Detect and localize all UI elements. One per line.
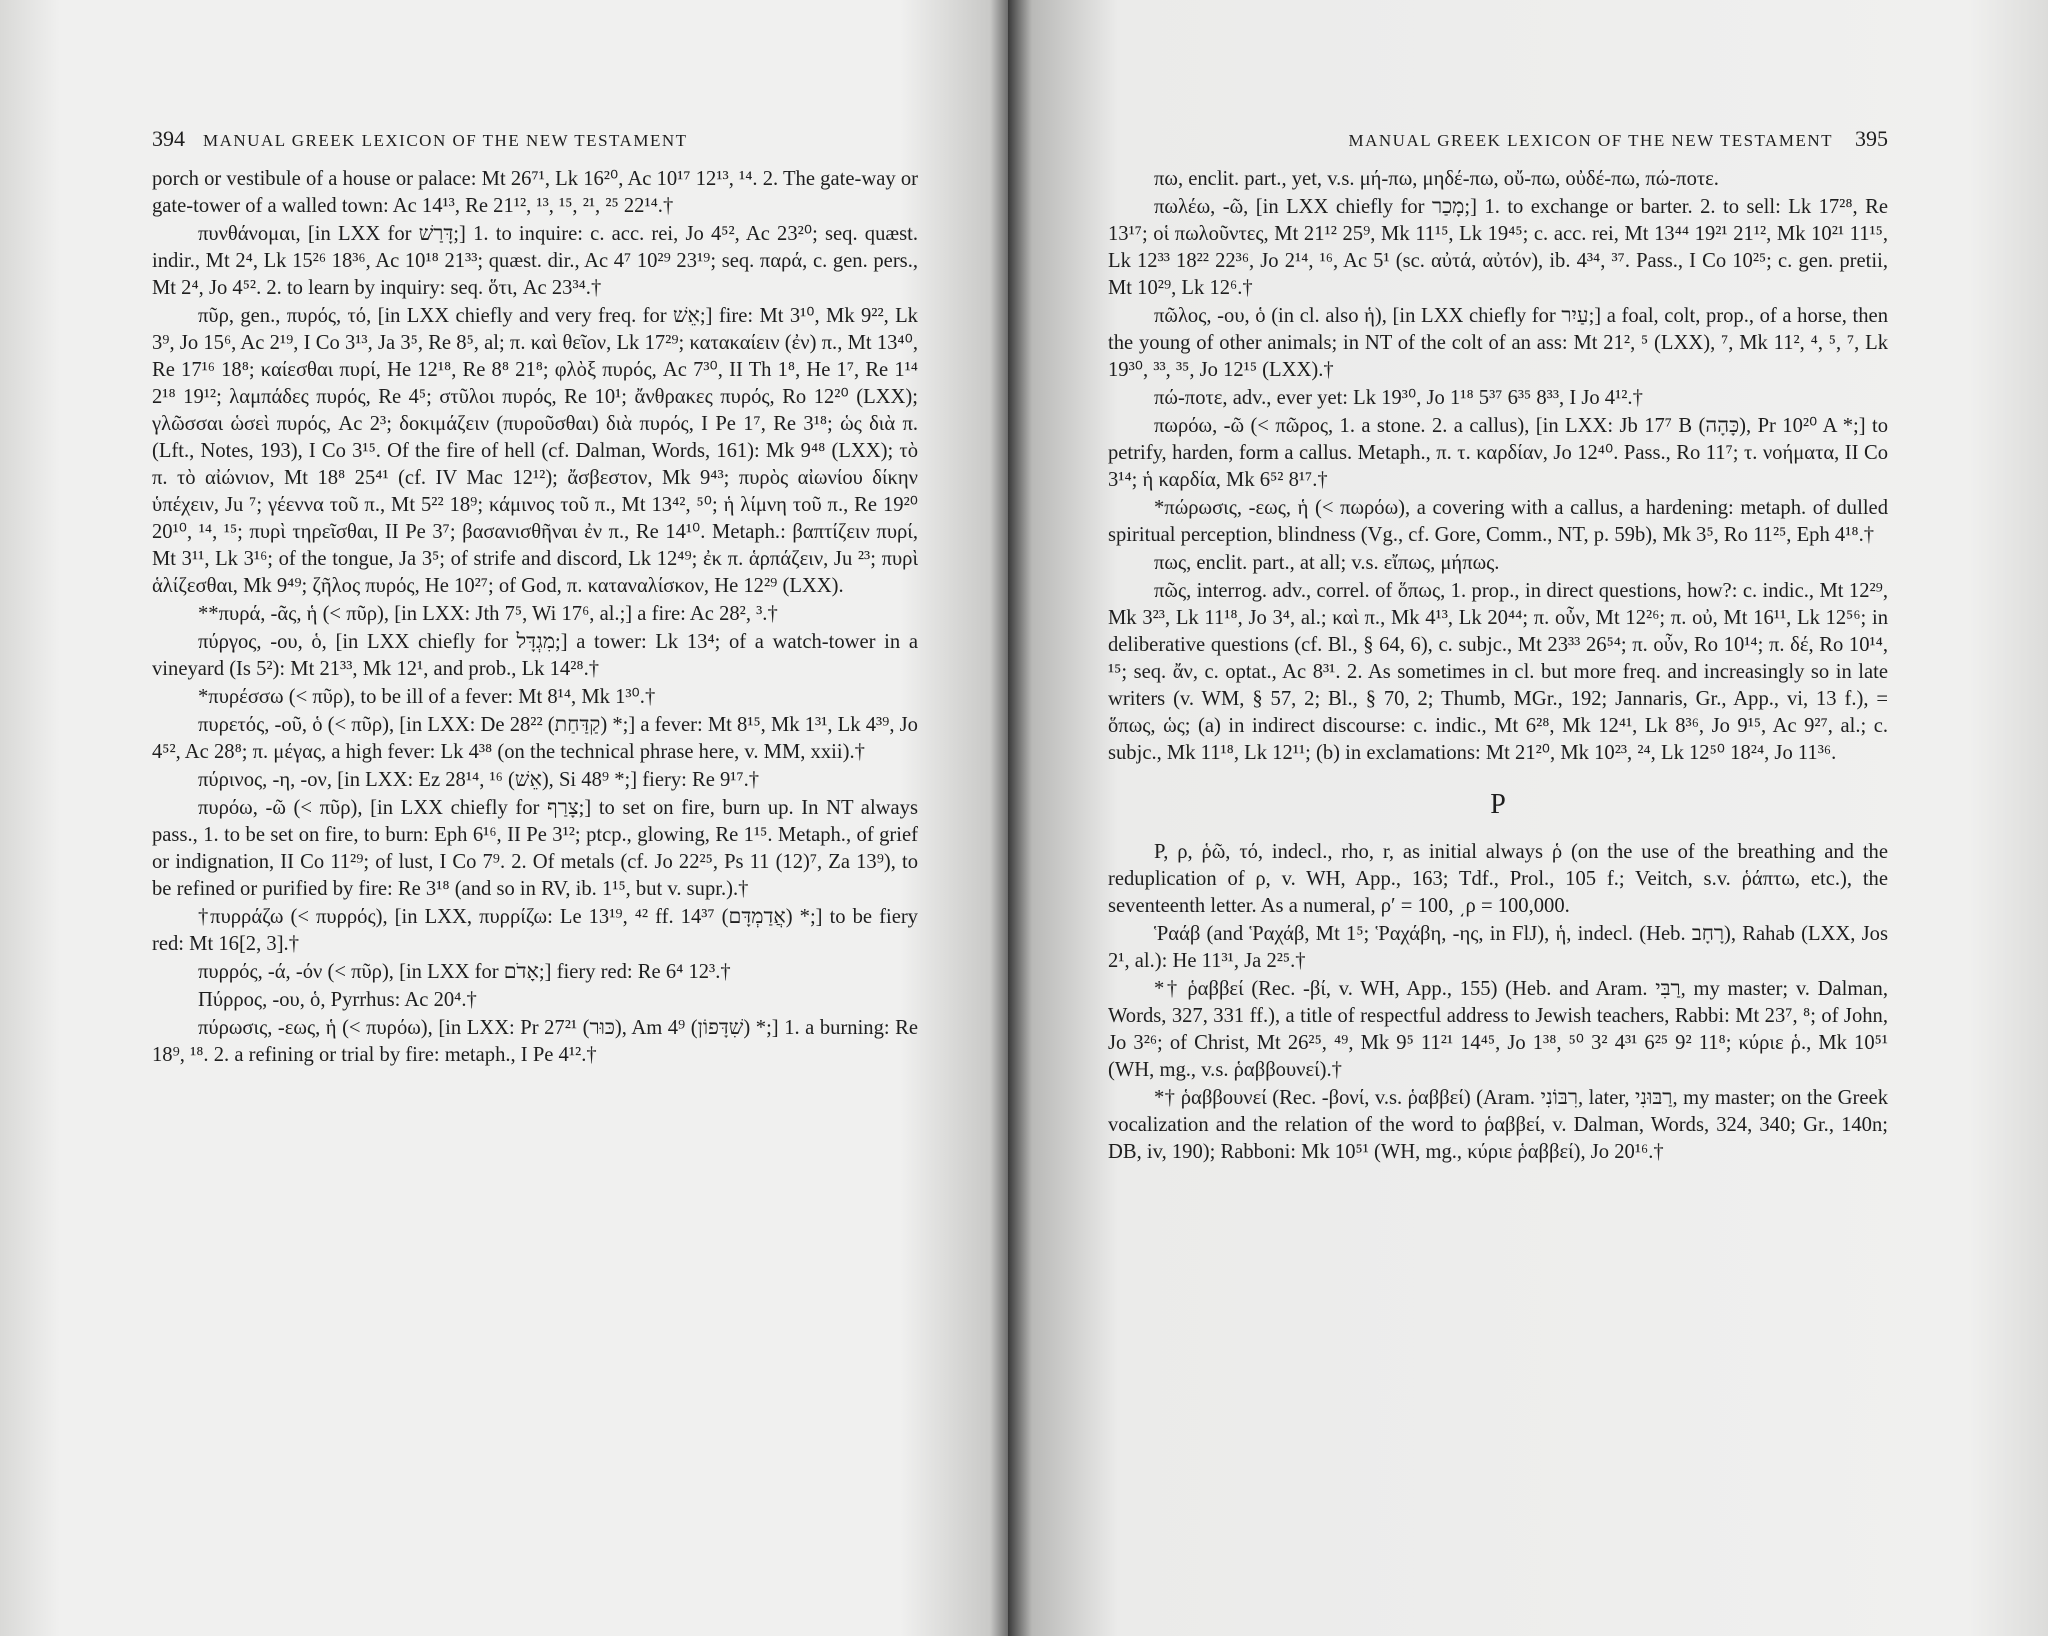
entry-puresso: *πυρέσσω (< πῦρ), to be ill of a fever: Mt 8¹⁴, Mk 1³⁰.† [198, 686, 656, 708]
entry-puroo: πυρόω, -ῶ (< πῦρ), [in LXX chiefly for צָרַף;] to set on fire, burn up. In NT always pass., 1. to be set on fire, to burn: Eph 6¹⁶, II Pe 3¹²; ptcp., glowing, Re 1¹⁵. Metaph., of grief or indignation, II Co 11²⁹; of lust, I Co 7⁹. 2. Of metals (cf. Jo 22²⁵, Ps 11 (12)⁷, Za 13⁹), to be refined or purified by fire: Re 3¹⁸ (and so in RV, ib. 1¹⁵, but v. supr.).† [152, 797, 918, 900]
entry-pos-enclitic: πως, enclit. part., at all; v.s. εἴπως, μήπως. [1154, 552, 1500, 574]
entry-punthanomai: πυνθάνομαι, [in LXX for דָּרַשׁ;] 1. to inquire: c. acc. rei, Jo 4⁵², Ac 23²⁰; seq. quæst. indir., Mt 2⁴, Lk 15²⁶ 18³⁶, Ac 10¹⁸ 21³³; quæst. dir., Ac 4⁷ 10²⁹ 23¹⁹; seq. παρά, c. gen. pers., Mt 2⁴, Jo 4⁵². 2. to learn by inquiry: seq. ὅτι, Ac 23³⁴.† [152, 223, 918, 299]
entry-polos: πῶλος, -ου, ὁ (in cl. also ἡ), [in LXX chiefly for עַיִר;] a foal, colt, prop., of a horse, then the young of other animals; in NT of the colt of an ass: Mt 21², ⁵ (LXX), ⁷, Mk 11², ⁴, ⁵, ⁷, Lk 19³⁰, ³³, ³⁵, Jo 12¹⁵ (LXX).† [1108, 305, 1888, 381]
page-number-right: 395 [1855, 126, 1888, 151]
entry-purosis: πύρωσις, -εως, ἡ (< πυρόω), [in LXX: Pr 27²¹ (כּוּר), Am 4⁹ (שִׁדָּפוֹן) *;] 1. a burning: Re 18⁹, ¹⁸. 2. a refining or trial by fire: metaph., I Pe 4¹².† [152, 1017, 919, 1066]
entry-puretos: πυρετός, -οῦ, ὁ (< πῦρ), [in LXX: De 28²² (קַדַּחַת) *;] a fever: Mt 8¹⁵, Mk 1³¹, Lk 4³⁹, Jo 4⁵², Ac 28⁸; π. μέγας, a high fever: Lk 4³⁸ (on the technical phrase here, v. MM, xxii).† [152, 714, 918, 763]
page-number-left: 394 [152, 126, 185, 151]
entry-purros: πυρρός, -ά, -όν (< πῦρ), [in LXX for אָדֹם;] fiery red: Re 6⁴ 12³.† [198, 961, 731, 983]
entry-purrazo: †πυρράζω (< πυρρός), [in LXX, πυρρίζω: Le 13¹⁹, ⁴² ff. 14³⁷ (אֲדַמְדָּם) *;] to be fiery red: Mt 16[2, 3].† [152, 906, 918, 955]
entry-popote: πώ-ποτε, adv., ever yet: Lk 19³⁰, Jo 1¹⁸ 5³⁷ 6³⁵ 8³³, I Jo 4¹².† [1154, 387, 1643, 409]
section-letter: P [1490, 789, 1506, 820]
running-head-title-left: MANUAL GREEK LEXICON OF THE NEW TESTAMENT [203, 131, 688, 150]
running-head-left [152, 126, 918, 152]
left-page [0, 0, 1008, 1636]
entry-pos-interrog: πῶς, interrog. adv., correl. of ὅπως, 1. prop., in direct questions, how?: c. indic., Mt 12²⁹, Mk 3²³, Lk 11¹⁸, Jo 3⁴, al.; καὶ π., Mk 4¹³, Lk 20⁴⁴; π. οὖν, Mt 12²⁶; π. οὐ, Mt 16¹¹, Lk 12⁵⁶; in deliberative questions (cf. Bl., § 64, 6), c. subjc., Mt 23³³ 26⁵⁴; π. οὖν, Ro 10¹⁴; π. δέ, Ro 10¹⁴, ¹⁵; seq. ἄν, c. optat., Ac 8³¹. 2. As sometimes in cl. but more freq. and increasingly so in late writers (v. WM, § 57, 2; Bl., § 70, 2; Thumb, MGr., 192; Jannaris, Gr., App., vi, 13 f.), = ὅπως, ὡς; (a) in indirect discourse: c. indic., Mt 6²⁸, Mk 12⁴¹, Lk 8³⁶, Jo 9¹⁵, Ac 9²⁷, al.; c. subjc., Mk 11¹⁸, Lk 12¹¹; (b) in exclamations: Mt 21²⁰, Mk 10²³, ²⁴, Lk 12⁵⁰ 18²⁴, Jo 11³⁶. [1108, 580, 1888, 764]
right-page [1008, 0, 2048, 1636]
entry-continuation: porch or vestibule of a house or palace: Mt 26⁷¹, Lk 16²⁰, Ac 10¹⁷ 12¹³, ¹⁴. 2. The gate-way or gate-tower of a walled town: Ac 14¹³, Re 21¹², ¹³, ¹⁵, ²¹, ²⁵ 22¹⁴.† [152, 168, 918, 217]
entry-poroo: πωρόω, -ῶ (< πῶρος, 1. a stone. 2. a callus), [in LXX: Jb 17⁷ B (כָּהָה), Pr 10²⁰ A *;] to petrify, harden, form a callus. Metaph., π. τ. καρδίαν, Jo 12⁴⁰. Pass., Ro 11⁷; τ. νοήματα, II Co 3¹⁴; ἡ καρδία, Mk 6⁵² 8¹⁷.† [1108, 415, 1888, 491]
entry-rho: Ρ, ρ, ῥῶ, τό, indecl., rho, r, as initial always ῥ (on the use of the breathing and the reduplication of ρ, v. WH, App., 163; Tdf., Prol., 105 f.; Veitch, s.v. ῥάπτω, etc.), the seventeenth letter. As a numeral, ρʹ = 100, ͵ρ = 100,000. [1108, 841, 1888, 917]
entry-poleo: πωλέω, -ῶ, [in LXX chiefly for מָכַר;] 1. to exchange or barter. 2. to sell: Lk 17²⁸, Re 13¹⁷; οἱ πωλοῦντες, Mt 21¹² 25⁹, Mk 11¹⁵, Lk 19⁴⁵; c. acc. rei, Mt 13⁴⁴ 19²¹ 21¹², Mk 10²¹ 11¹⁵, Lk 12³³ 18²² 22³⁶, Jo 2¹⁴, ¹⁶, Ac 5¹ (sc. αὐτά, αὐτόν), ib. 4³⁴, ³⁷. Pass., I Co 10²⁵; c. gen. pretii, Mt 10²⁹, Lk 12⁶.† [1108, 196, 1889, 299]
entry-rabbounei: *† ῥαββουνεί (Rec. -βονί, v.s. ῥαββεί) (Aram. רִבּוֹנִי, later, רַבּוּנִי, my master; on the Greek vocalization and the relation of the word to ῥαββεί, v. Dalman, Words, 324, 340; Gr., 140n; DB, iv, 190); Rabboni: Mk 10⁵¹ (WH, mg., κύριε ῥαββεί), Jo 20¹⁶.† [1108, 1087, 1888, 1163]
entry-purgos: πύργος, -ου, ὁ, [in LXX chiefly for מִגְדָּל;] a tower: Lk 13⁴; of a watch-tower in a vineyard (Is 5²): Mt 21³³, Mk 12¹, and prob., Lk 14²⁸.† [152, 631, 918, 680]
entry-porosis: *πώρωσις, -εως, ἡ (< πωρόω), a covering with a callus, a hardening: metaph. of dulled spiritual perception, blindness (Vg., cf. Gore, Comm., NT, p. 59b), Mk 3⁵, Ro 11²⁵, Eph 4¹⁸.† [1108, 497, 1888, 546]
entry-pura: **πυρά, -ᾶς, ἡ (< πῦρ), [in LXX: Jth 7⁵, Wi 17⁶, al.;] a fire: Ac 28², ³.† [198, 603, 778, 625]
entry-pur: πῦρ, gen., πυρός, τό, [in LXX chiefly and very freq. for אֵשׁ;] fire: Mt 3¹⁰, Mk 9²², Lk 3⁹, Jo 15⁶, Ac 2¹⁹, I Co 3¹³, Ja 3⁵, Re 8⁵, al; π. καὶ θεῖον, Lk 17²⁹; κατακαίειν (ἐν) π., Mt 13⁴⁰, Re 17¹⁶ 18⁸; καίεσθαι πυρί, He 12¹⁸, Re 8⁸ 21⁸; φλὸξ πυρός, Ac 7³⁰, II Th 1⁸, He 1⁷, Re 1¹⁴ 2¹⁸ 19¹²; λαμπάδες πυρός, Re 4⁵; στῦλοι πυρός, Re 10¹; ἄνθρακες πυρός, Ro 12²⁰ (LXX); γλῶσσαι ὡσεὶ πυρός, Ac 2³; δοκιμάζειν (πυροῦσθαι) διὰ πυρός, I Pe 1⁷, Re 3¹⁸; ὡς διὰ π. (Lft., Notes, 193), I Co 3¹⁵. Of the fire of hell (cf. Dalman, Words, 161): Mk 9⁴⁸ (LXX); τὸ π. τὸ αἰώνιον, Mt 18⁸ 25⁴¹ (cf. IV Mac 12¹²); ἄσβεστον, Mk 9⁴³; πυρὸς αἰωνίου δίκην ὑπέχειν, Ju ⁷; γέεννα τοῦ π., Mt 5²² 18⁹; κάμινος τοῦ π., Mt 13⁴², ⁵⁰; ἡ λίμνη τοῦ π., Re 19²⁰ 20¹⁰, ¹⁴, ¹⁵; πυρὶ τηρεῖσθαι, II Pe 3⁷; βασανισθῆναι ἐν π., Re 14¹⁰. Metaph.: βαπτίζειν πυρί, Mt 3¹¹, Lk 3¹⁶; of the tongue, Ja 3⁵; of strife and discord, Lk 12⁴⁹; ἐκ π. ἁρπάζειν, Ju ²³; πυρὶ ἁλίζεσθαι, Mk 9⁴⁹; ζῆλος πυρός, He 10²⁷; of God, π. καταναλίσκον, He 12²⁹ (LXX). [152, 305, 918, 597]
entry-purinos: πύρινος, -η, -ον, [in LXX: Ez 28¹⁴, ¹⁶ (אֵשׁ), Si 48⁹ *;] fiery: Re 9¹⁷.† [198, 769, 760, 791]
entry-po: πω, enclit. part., yet, v.s. μή-πω, μηδέ-πω, οὔ-πω, οὐδέ-πω, πώ-ποτε. [1154, 168, 1719, 190]
running-head-title-right: MANUAL GREEK LEXICON OF THE NEW TESTAMENT [1348, 131, 1833, 150]
entry-purros-name: Πύρρος, -ου, ὁ, Pyrrhus: Ac 20⁴.† [198, 989, 477, 1011]
entry-raab: Ῥαάβ (and Ῥαχάβ, Mt 1⁵; Ῥαχάβη, -ης, in FlJ), ἡ, indecl. (Heb. רָחָב), Rahab (LXX, Jos 2¹, al.): He 11³¹, Ja 2²⁵.† [1108, 923, 1888, 972]
running-head-right [1108, 126, 1888, 152]
entry-rabbei: *† ῥαββεί (Rec. -βί, v. WH, App., 155) (Heb. and Aram. רַבִּי, my master; v. Dalman, Words, 327, 331 ff.), a title of respectful address to Jewish teachers, Rabbi: Mt 23⁷, ⁸; of John, Jo 3²⁶; of Christ, Mt 26²⁵, ⁴⁹, Mk 9⁵ 11²¹ 14⁴⁵, Jo 1³⁸, ⁵⁰ 3² 4³¹ 6²⁵ 9² 11⁸; κύριε ῥ., Mk 10⁵¹ (WH, mg., v.s. ῥαββουνεί).† [1108, 978, 1888, 1081]
